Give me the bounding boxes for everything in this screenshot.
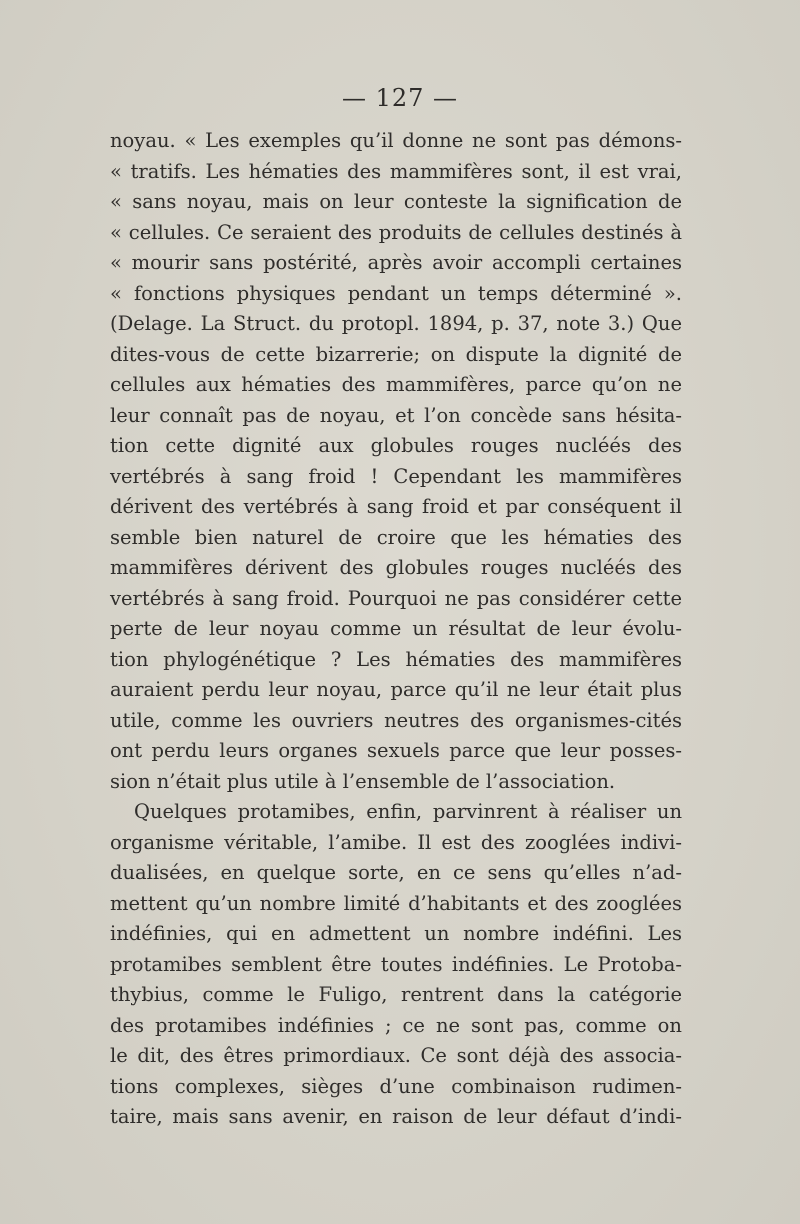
- body-text: [110, 126, 682, 1133]
- text-line: dites-vous de cette bizarrerie; on dispute la dignité de: [110, 342, 682, 366]
- text-line: protamibes semblent être toutes indéfinies. Le Protoba-: [110, 952, 682, 976]
- text-line: indéfinies, qui en admettent un nombre indéfini. Les: [110, 922, 682, 945]
- text-line: vertébrés à sang froid. Pourquoi ne pas considérer cette: [110, 586, 682, 610]
- text-line: perte de leur noyau comme un résultat de leur évolu-: [110, 617, 682, 640]
- text-line: leur connaît pas de noyau, et l’on concède sans hésita-: [110, 403, 682, 427]
- text-line: organisme véritable, l’amibe. Il est des zooglées indivi-: [110, 830, 682, 854]
- text-line: sion n’était plus utile à l’ensemble de l’association.: [110, 769, 616, 793]
- text-line: « cellules. Ce seraient des produits de cellules destinés à: [110, 220, 682, 244]
- text-line: tion phylogénétique ? Les hématies des mammifères: [110, 647, 682, 671]
- text-line: auraient perdu leur noyau, parce qu’il ne leur était plus: [110, 678, 682, 701]
- text-line: « mourir sans postérité, après avoir accompli certaines: [110, 251, 682, 274]
- text-line: mettent qu’un nombre limité d’habitants et des zooglées: [110, 891, 682, 915]
- text-line: ont perdu leurs organes sexuels parce que leur posses-: [110, 739, 682, 762]
- paragraph-start-line: Quelques protamibes, enfin, parvinrent à réaliser un: [134, 800, 682, 823]
- text-line: (Delage. La Struct. du protopl. 1894, p. 37, note 3.) Que: [110, 312, 682, 335]
- text-line: mammifères dérivent des globules rouges nucléés des: [110, 556, 682, 579]
- text-line: « fonctions physiques pendant un temps déterminé ».: [110, 281, 682, 305]
- text-line: utile, comme les ouvriers neutres des organismes-cités: [110, 708, 682, 732]
- text-line: le dit, des êtres primordiaux. Ce sont déjà des associa-: [110, 1044, 682, 1067]
- text-line: des protamibes indéfinies ; ce ne sont pas, comme on: [110, 1013, 682, 1037]
- text-line: dérivent des vertébrés à sang froid et par conséquent il: [110, 495, 682, 518]
- text-line: thybius, comme le Fuligo, rentrent dans la catégorie: [110, 983, 682, 1006]
- text-line: « tratifs. Les hématies des mammifères sont, il est vrai,: [110, 159, 682, 183]
- text-line: semble bien naturel de croire que les hématies des: [110, 525, 682, 549]
- text-line: cellules aux hématies des mammifères, parce qu’on ne: [110, 373, 682, 396]
- text-line: dualisées, en quelque sorte, en ce sens qu’elles n’ad-: [110, 861, 682, 884]
- text-line: « sans noyau, mais on leur conteste la signification de: [110, 190, 682, 213]
- text-line: vertébrés à sang froid ! Cependant les mammifères: [110, 464, 682, 488]
- text-line: noyau. « Les exemples qu’il donne ne sont pas démons-: [110, 129, 682, 152]
- text-line: tion cette dignité aux globules rouges nucléés des: [110, 434, 682, 457]
- page-number: — 127 —: [341, 84, 459, 112]
- text-line: taire, mais sans avenir, en raison de leur défaut d’indi-: [110, 1105, 682, 1128]
- text-line: tions complexes, sièges d’une combinaison rudimen-: [110, 1074, 682, 1098]
